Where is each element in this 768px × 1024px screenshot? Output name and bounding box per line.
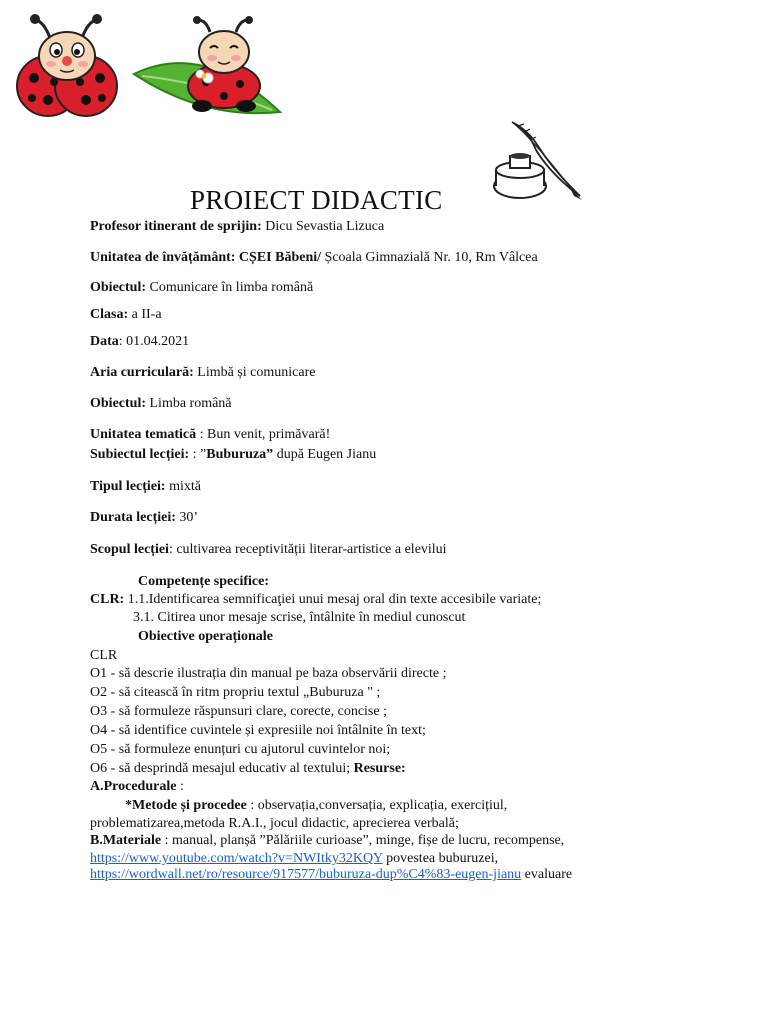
- objective-o3: O3 - să formuleze răspunsuri clare, corecte, concise ;: [90, 704, 387, 719]
- inkwell-quill-icon: [488, 120, 588, 212]
- field-label: Clasa:: [90, 307, 129, 322]
- ladybug-illustration: [14, 12, 294, 120]
- field-label: Scopul lecției: [90, 542, 169, 557]
- youtube-link[interactable]: https://www.youtube.com/watch?v=NWItky32KQY: [90, 851, 383, 866]
- field-value: : 01.04.2021: [118, 334, 190, 349]
- wordwall-link-line: [90, 867, 572, 883]
- field-tipul: [90, 479, 201, 495]
- youtube-link-line: [90, 851, 498, 867]
- field-obiectul-2: [90, 396, 232, 412]
- field-value: mixtă: [165, 479, 201, 494]
- resurse-label: Resurse:: [350, 761, 406, 776]
- lesson-title: Buburuza”: [206, 447, 274, 462]
- field-clasa: [90, 307, 162, 323]
- field-obiectul-1: [90, 280, 313, 296]
- metode-label: *Metode și procedee: [125, 798, 247, 813]
- competenta-text: 1.1.Identificarea semnificaţiei unui mesaj oral din texte accesibile variate;: [124, 592, 542, 607]
- youtube-link-description: povestea buburuzei,: [382, 851, 499, 866]
- ladybug-left-icon: [17, 14, 117, 116]
- field-value: Dicu Sevastia Lizuca: [261, 219, 385, 234]
- field-label: Subiectul lecției:: [90, 447, 190, 462]
- field-unitatea-tematica: [90, 427, 330, 443]
- field-value: : cultivarea receptivității literar-artistice a elevilui: [168, 542, 447, 557]
- field-aria: [90, 365, 315, 381]
- field-label: Tipul lecției:: [90, 479, 166, 494]
- field-value: Limbă și comunicare: [193, 365, 316, 380]
- competente-heading: Competențe specifice:: [138, 574, 270, 589]
- page-title: PROIECT DIDACTIC: [190, 185, 443, 215]
- metode-line: [125, 798, 507, 814]
- field-profesor: [90, 219, 384, 235]
- competenta-1-1: [90, 592, 541, 608]
- materiale-text: : manual, planșă ”Pălăriile curioase”, minge, fișe de lucru, recompense,: [161, 833, 565, 848]
- field-value: Limba română: [146, 396, 232, 411]
- field-label: Unitatea tematică: [90, 427, 197, 442]
- competenta-3-1: 3.1. Citirea unor mesaje scrise, întâlnite în mediul cunoscut: [133, 610, 466, 625]
- obiective-clr: CLR: [90, 648, 118, 663]
- metode-text: : observația,conversația, explicația, exercițiul,: [246, 798, 508, 813]
- field-label: Obiectul:: [90, 280, 146, 295]
- field-value: Comunicare în limba română: [146, 280, 314, 295]
- procedurale-label: A.Procedurale: [90, 779, 177, 794]
- field-label: Unitatea de învățământ: CȘEI Băbeni/: [90, 250, 322, 265]
- wordwall-link[interactable]: https://wordwall.net/ro/resource/917577/buburuza-dup%C4%83-eugen-jianu: [90, 867, 522, 882]
- field-durata: [90, 510, 198, 526]
- field-value: : ”: [189, 447, 207, 462]
- objective-o2: O2 - să citească în ritm propriu textul „Buburuza " ;: [90, 685, 381, 700]
- objective-o6-text: O6 - să desprindă mesajul educativ al textului;: [90, 761, 351, 776]
- field-value: a II-a: [128, 307, 162, 322]
- field-label: Data: [90, 334, 119, 349]
- field-label: Aria curriculară:: [90, 365, 194, 380]
- procedurale-colon: :: [176, 779, 184, 794]
- field-data: [90, 334, 189, 350]
- field-label: Obiectul:: [90, 396, 146, 411]
- objective-o1: O1 - să descrie ilustrația din manual pe baza observării directe ;: [90, 666, 447, 681]
- wordwall-link-description: evaluare: [521, 867, 573, 882]
- field-unitatea: [90, 250, 538, 266]
- materiale-line: [90, 833, 564, 849]
- field-value: Școala Gimnazială Nr. 10, Rm Vâlcea: [321, 250, 538, 265]
- objective-o5: O5 - să formuleze enunțuri cu ajutorul cuvintelor noi;: [90, 742, 391, 757]
- field-value: după Eugen Jianu: [273, 447, 377, 462]
- ladybug-on-leaf-icon: [134, 16, 280, 113]
- metode-continuation: problematizarea,metoda R.A.I., jocul didactic, aprecierea verbală;: [90, 816, 459, 831]
- obiective-heading: Obiective operaționale: [138, 629, 273, 644]
- field-scopul: [90, 542, 447, 558]
- objective-o4: O4 - să identifice cuvintele și expresiile noi întâlnite în text;: [90, 723, 426, 738]
- field-label: Profesor itinerant de sprijin:: [90, 219, 262, 234]
- materiale-label: B.Materiale: [90, 833, 162, 848]
- clr-label: CLR:: [90, 592, 125, 607]
- field-label: Durata lecției:: [90, 510, 176, 525]
- field-subiectul: [90, 447, 376, 463]
- field-value: 30’: [175, 510, 199, 525]
- objective-o6: [90, 761, 406, 777]
- procedurale-line: [90, 779, 184, 795]
- field-value: : Bun venit, primăvară!: [196, 427, 331, 442]
